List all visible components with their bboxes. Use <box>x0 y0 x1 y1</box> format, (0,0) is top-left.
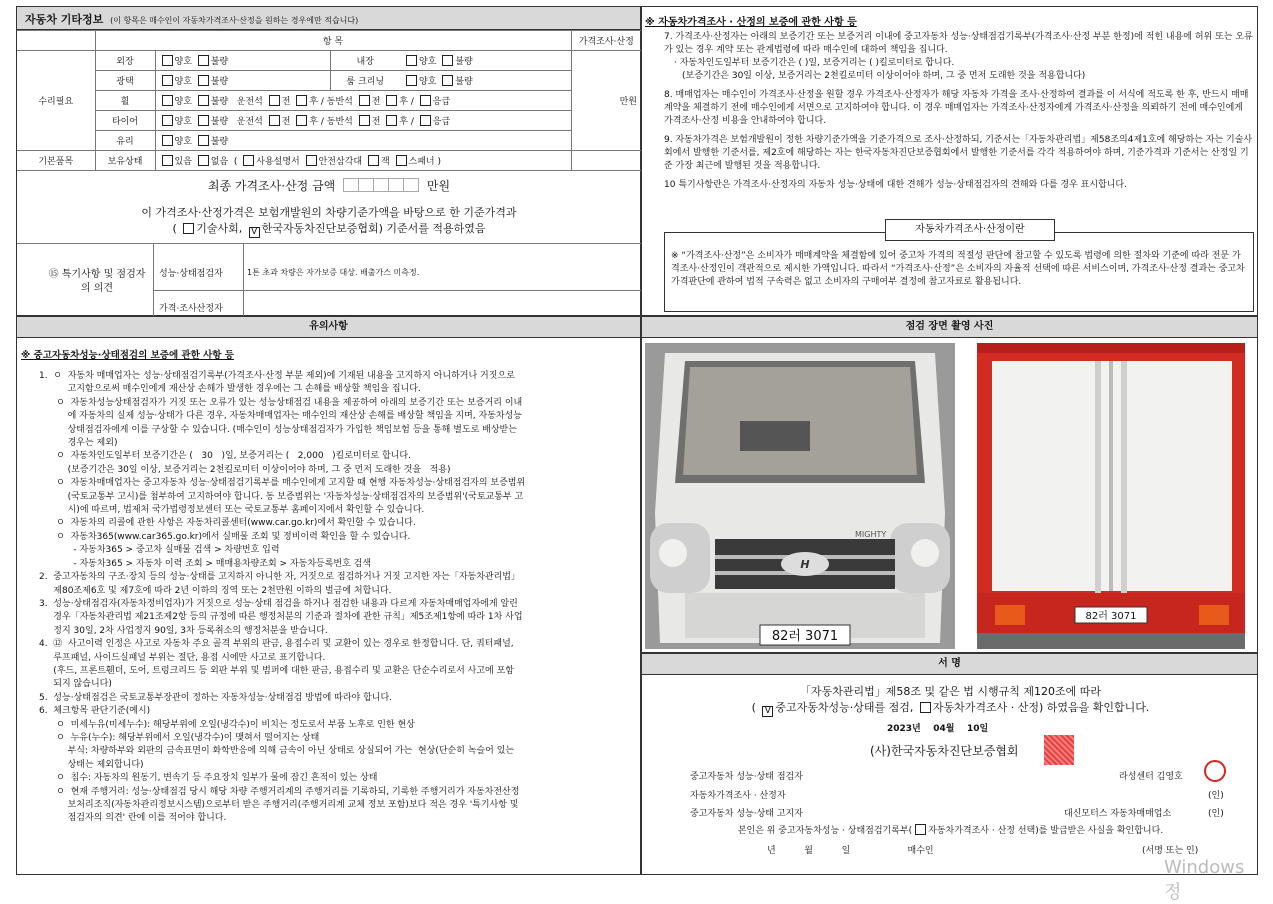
notes-line: 1. ㅇ 자동차 매매업자는 성능·상태점검기록부(가격조사·산정 부분 제외)에 기재된 내용을 고지하지 아니하거나 거짓으로 <box>39 371 515 381</box>
rear-truck-photo <box>977 343 1245 649</box>
notes-header: 유의사항 <box>17 317 640 338</box>
receipt-confirm: 본인은 위 중고자동차성능 · 상태점검기록부( 자동차가격조사 · 산정 선택)를 발급받은 사실을 확인합니다. <box>737 826 1164 836</box>
interior-options[interactable]: 양호 불량 <box>400 51 571 71</box>
sign-row-0-value: 라성센터 김영호 <box>1119 772 1183 782</box>
appraisal-guarantee-section <box>641 6 1258 316</box>
sign-row-2-value: 대신모터스 자동차매매업소 <box>1064 809 1172 819</box>
wheel-options[interactable]: 양호 불량 운전석 전 후 / 동반석 전 후 / 응급 <box>155 91 571 111</box>
notes-line: 제80조제6호 및 제7호에 따라 2년 이하의 징역 또는 2천만원 이하의 벌금에 처합니다. <box>39 585 392 596</box>
price-unit: 만원 <box>571 51 641 151</box>
notes-body <box>39 370 639 826</box>
para-10: 10 특기사항란은 가격조사·산정자의 자동차 성능·상태에 대한 견해가 성능·상태점검자의 견해와 다를 경우 표시합니다. <box>664 180 1127 190</box>
notes-line: 4. ⑫ 사고이력 인정은 사고로 자동차 주요 골격 부위의 판금, 용접수리 및 교환이 있는 경우로 한정합니다. 단, 쿼터패널, <box>39 639 514 650</box>
other-info-section <box>16 6 641 316</box>
notes-line: - 자동차365 > 중고차 실매물 검색 > 차량번호 입력 <box>39 545 280 556</box>
inspector-opinion: 1톤 초과 차량은 자가보증 대상. 배출가스 미측정. <box>247 268 420 277</box>
appraise-check[interactable] <box>920 702 931 713</box>
photos-section <box>641 316 1258 653</box>
notes-line: ㅇ 누유(누수): 해당부위에서 오일(냉각수)이 맺혀서 떨어지는 상태 <box>39 732 320 743</box>
other-info-title: 자동차 기타정보 <box>25 13 104 26</box>
sign-date: 2023년 04월 10일 <box>887 724 989 734</box>
sign-org: (사)한국자동차진단보증협회 <box>870 744 1019 758</box>
notes-line: 경우「자동차관리법 제21조제2항 등의 규정에 따른 행정처분의 기준과 절차에 관한 규칙」제5조제1항에 따라 1차 사업 <box>39 612 523 623</box>
notes-title: ※ 중고자동차성능·상태점검의 보증에 관한 사항 등 <box>21 350 234 361</box>
notes-line: ㅇ 자동차365(www.car365.go.kr)에서 실매물 조회 및 정비이력 확인을 할 수 있습니다. <box>39 531 411 542</box>
notes-line: ㅇ 자동차인도일부터 보증기간은 ( 30 )일, 보증거리는 ( 2,000 )킬로미터로 합니다. <box>39 451 411 462</box>
notes-line: 에 자동차의 실제 성능·상태가 다른 경우, 자동차매매업자는 매수인의 재산상 손해를 배상할 책임을 지며, 자동차성능 <box>39 411 523 422</box>
final-price-boxes[interactable] <box>343 178 419 192</box>
definition-text: ※ “가격조사·산정”은 소비자가 매매계약을 체결함에 있어 중고차 가격의 적절성 판단에 참고할 수 있도록 법령에 의한 절차와 기준에 따라 전문 가격조사·산정인이 객관적으로 제시한 가액입니다. 따라서 “가격조사·산정”은 소비자의 자율적 선택에 따른 서비스이며, 가격조사·산정 결과는 중고차 가격판단에 관하여 법적 구속력은 없고 소비자의 구매여부 결정에 참고자료로 활용됩니다. <box>671 251 1245 287</box>
front-truck-photo <box>645 343 955 649</box>
inspect-check[interactable]: V <box>762 706 773 717</box>
sign-row-1-suffix: (인) <box>1208 791 1224 801</box>
notes-line: 점검자의 의견' 란에 이를 적어야 합니다. <box>39 813 227 824</box>
notes-line: (후드, 프론트휀더, 도어, 트렁크리드 등 외판 부위 및 범퍼에 대한 판금, 용접수리 및 교환은 단순수리로서 사고에 포함 <box>39 665 514 676</box>
buyer-date-line: 년 월 일 매수인 <box>767 846 934 856</box>
interior-label: 내장 <box>330 51 400 71</box>
glass-options[interactable]: 양호 불량 <box>155 131 571 151</box>
sign-row-2-label: 중고자동차 성능·상태 고지자 <box>690 809 803 819</box>
notes-line: - 자동차365 > 자동차 이력 조회 > 매매용차량조회 > 자동차등록번호 검색 <box>39 558 372 569</box>
notes-line: 2. 중고자동차의 구조·장치 등의 성능·상태를 고지하지 아니한 자, 거짓으로 점검하거나 거짓 고지한 자는「자동차관리법」 <box>39 572 520 583</box>
tire-label: 타이어 <box>95 111 155 131</box>
windows-watermark: Windows 정 <box>1164 857 1245 903</box>
definition-title: 자동차가격조사·산정이란 <box>885 219 1055 241</box>
signature-section <box>641 653 1258 903</box>
notes-line: (국토교통부 고시)를 첨부하여 고지하여야 합니다. 동 보증범위는 '자동차성능·상태점검자의 보증범위'(국토교통부 고 <box>39 491 524 502</box>
room-clean-label: 룸 크리닝 <box>330 71 400 91</box>
exterior-options[interactable]: 양호 불량 <box>155 51 330 71</box>
room-clean-options[interactable]: 양호 불량 <box>400 71 571 91</box>
item-header: 항 목 <box>95 31 571 51</box>
basis-line2: ( 기술사회, V 한국자동차진단보증협회) 기준서를 적용하였음 <box>172 222 486 237</box>
para-7b: (보증기간은 30일 이상, 보증거리는 2천킬로미터 이상이어야 하며, 그 중 먼저 도래한 것을 적용합니다) <box>682 71 1086 81</box>
receipt-check[interactable] <box>915 824 926 835</box>
notes-line: 5. 성능·상태점검은 국토교통부장관이 정하는 자동차성능·상태점검 방법에 따라야 합니다. <box>39 692 393 703</box>
signature-header: 서 명 <box>642 654 1257 675</box>
rear-plate: 82러 3071 <box>1085 611 1137 622</box>
notes-line: 경우는 제외) <box>39 438 118 449</box>
notes-line: ㅇ 미세누유(미세누수): 해당부위에 오일(냉각수)이 비치는 정도로서 부품 노후로 인한 현상 <box>39 719 415 730</box>
notes-line: ㅇ 자동차의 리콜에 관한 사항은 자동차리콜센터(www.car.go.kr)에서 확인할 수 있습니다. <box>39 518 416 529</box>
truck-rear-image <box>977 343 1245 649</box>
notes-line: 시)에 따르며, 법제처 국가법령정보센터 또는 국토교통부 홈페이지에서 확인할 수 있습니다. <box>39 505 425 516</box>
possession-label: 보유상태 <box>95 151 155 171</box>
notes-line: ㅇ 현재 주행거리: 성능·상태점검 당시 해당 차량 주행거리계의 주행거리를 기록하되, 기록한 주행거리가 자동차전산정 <box>39 786 520 797</box>
inspector-label: 성능·상태점검자 <box>159 269 223 279</box>
glass-label: 유리 <box>95 131 155 151</box>
basis-text <box>17 205 641 238</box>
repair-label: 수리필요 <box>17 51 95 151</box>
appraiser-label: 가격·조사산정자 <box>159 304 223 314</box>
notes-line: 상태는 제외합니다) <box>39 759 144 770</box>
sign-row-2-suffix: (인) <box>1208 809 1224 819</box>
tire-options[interactable]: 양호 불량 운전석 전 후 / 동반석 전 후 / 응급 <box>155 111 571 131</box>
special-section <box>17 243 641 316</box>
notes-line: 보처리조직(자동차관리정보시스템)으로부터 받은 주행거리(주행거리계 교체 정보 포함)보다 적은 경우 '특기사항 및 <box>39 800 519 810</box>
price-header: 가격조사·산정 <box>571 31 641 51</box>
brand-text: MIGHTY <box>855 530 887 539</box>
sign-note: (서명 또는 인) <box>1142 846 1199 856</box>
notes-line: 6. 체크항목 판단기준(예시) <box>39 706 151 717</box>
notes-line: ㅇ 자동차매매업자는 중고자동차 성능·상태점검기록부를 매수인에게 고지할 때 현행 자동차성능·상태점검자의 보증범위 <box>39 478 526 489</box>
other-info-title-bar <box>17 7 640 30</box>
notes-line: 되지 않습니다) <box>39 679 112 690</box>
other-info-table <box>17 30 641 171</box>
front-plate: 82러 3071 <box>771 629 839 644</box>
notes-line: 정지 30일, 2차 사업정지 90일, 3차 등록취소의 행정처분을 받습니다. <box>39 625 328 636</box>
exterior-label: 외장 <box>95 51 155 71</box>
wheel-label: 휠 <box>95 91 155 111</box>
law-line: 「자동차관리법」제58조 및 같은 법 시행규칙 제120조에 따라 <box>799 685 1102 698</box>
notes-line: ㅇ 침수: 자동차의 원동기, 변속기 등 주요장치 일부가 물에 잠긴 흔적이 있는 상태 <box>39 773 378 784</box>
notes-line: 루프패널, 사이드실패널 부위는 절단, 용접 시에만 사고로 표기합니다. <box>39 652 326 663</box>
final-price-label: 최종 가격조사·산정 금액 <box>207 179 336 193</box>
definition-box <box>664 224 1254 312</box>
notes-line: 상태점검자에게 이를 구상할 수 있습니다. (매수인이 성능상태점검자가 가입한 책임보험 등을 통해 별도로 배상받는 <box>39 424 517 435</box>
org-seal <box>1044 735 1074 765</box>
notes-line: (보증기간은 30일 이상, 보증거리는 2천킬로미터 이상이어야 하며, 그 중 먼저 도래한 것을 적용) <box>39 464 451 475</box>
para-8: 8. 매매업자는 매수인이 가격조사·산정을 원할 경우 가격조사·산정자가 해당 자동차 가격을 조사·산정하여 결과를 이 서식에 적도록 한 후, 반드시 매매계약을 체결하기 전에 매수인에게 서면으로 고지하여야 합니다. 이 경우 매매업자는 가격조사·산정자에게 가격조사·산정을 의뢰하기 전에 매수인에게 가격조사·산정 비용을 안내하여야 합니다. <box>664 90 1249 126</box>
final-price-row <box>17 177 641 194</box>
inspector-seal <box>1204 760 1226 782</box>
notes-line: ㅇ 자동차성능상태점검자가 거짓 또는 오류가 있는 성능상태점검 내용을 제공하여 아래의 보증기간 또는 보증거리 이내 <box>39 397 523 408</box>
truck-front-image <box>645 343 955 649</box>
gloss-options[interactable]: 양호 불량 <box>155 71 330 91</box>
final-price-unit: 만원 <box>426 179 451 193</box>
notes-line: 고지함으로써 매수인에게 재산상 손해가 발생한 경우에는 그 손해를 배상할 책임을 집니다. <box>39 384 421 395</box>
gloss-label: 광택 <box>95 71 155 91</box>
special-label: ⑮ 특기사항 및 점검자의 의견 <box>48 269 146 294</box>
notes-section <box>16 316 641 875</box>
para-7a: · 자동차인도일부터 보증기간은 ( )일, 보증거리는 ( )킬로미터로 합니다. <box>674 58 955 68</box>
possession-options[interactable]: 있음 없음 ( 사용설명서 안전삼각대 잭 스패너 ) <box>155 151 571 171</box>
sign-row-0-label: 중고자동차 성능·상태 점검자 <box>690 772 803 782</box>
photos-header: 점검 장면 촬영 사진 <box>642 317 1257 338</box>
other-info-note: (이 항목은 매수인이 자동차가격조사·산정을 원하는 경우에만 적습니다) <box>110 16 359 25</box>
sign-row-1-label: 자동차가격조사 · 산정자 <box>690 791 786 801</box>
appraisal-title: ※ 자동차가격조사 · 산정의 보증에 관한 사항 등 <box>645 17 857 28</box>
basis-line1: 이 가격조사·산정가격은 보험개발원의 차량기준가액을 바탕으로 한 기준가격과 <box>141 206 517 219</box>
notes-line: 3. 성능·상태점검자(자동차정비업자)가 거짓으로 성능·상태 점검을 하거나 점검한 내용과 다르게 자동차매매업자에게 알린 <box>39 598 518 609</box>
basic-label: 기본품목 <box>17 151 95 171</box>
svg-text:H: H <box>800 558 810 571</box>
confirm-line: ( V 중고자동차성능·상태를 점검, 자동차가격조사 · 산정) 하였음을 확인합니다. <box>751 701 1150 716</box>
para-7: 7. 가격조사·산정자는 아래의 보증기간 또는 보증거리 이내에 중고자동차 성능·상태점검기록부(가격조사·산정 부분 한정)에 적힌 내용에 허위 또는 오류가 있는 경우 계약 또는 관계법령에 따라 매수인에 대하여 책임을 집니다. <box>664 32 1253 55</box>
notes-line: 부식: 차량하부와 외판의 금속표면이 화학반응에 의해 금속이 아닌 상태로 상실되어 가는 현상(단순히 녹슬어 있는 <box>39 746 515 757</box>
para-9: 9. 자동차가격은 보험개발원이 정한 차량기준가액을 기준가격으로 조사·산정하되, 기준서는「자동차관리법」제58조의4제1호에 해당하는 자는 기술사회에서 발행한 기준서를, 제2호에 해당하는 자는 한국자동차진단보증협회에서 발행한 기준서를 각각 적용하여야 하며, 기준가격과 기준서는 산정일 기준 가장 최근에 발행된 것을 적용합니다. <box>664 135 1253 171</box>
